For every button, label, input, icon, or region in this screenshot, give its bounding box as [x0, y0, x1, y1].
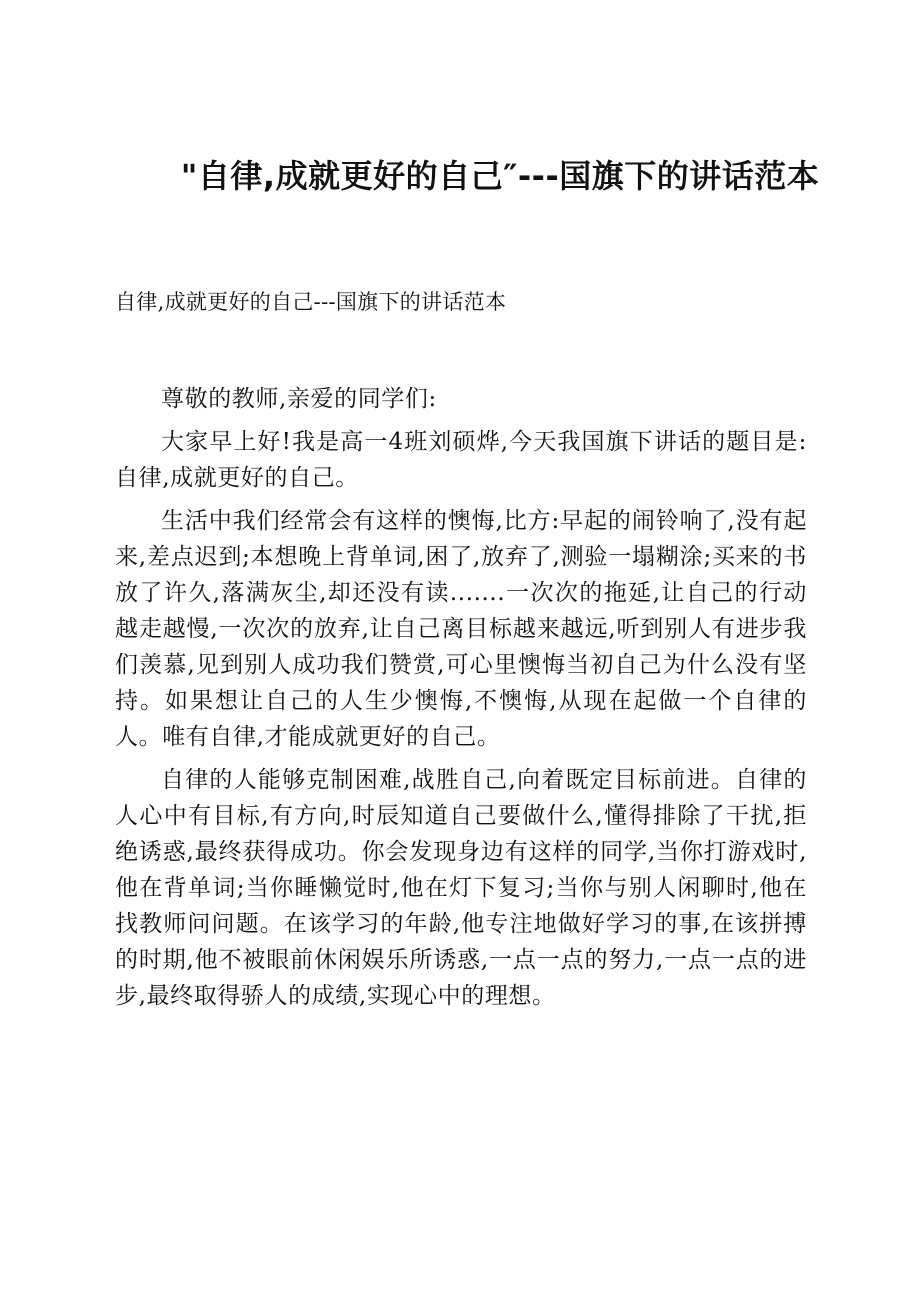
paragraph-regret: 生活中我们经常会有这样的懊悔,比方:早起的闹铃响了,没有起来,差点迟到;本想晚上背单词,困了,放弃了,测验一塌糊涂;买来的书放了许久,落满灰尘,却还没有读.......一次次的拖延,让自己的行动越走越慢,一次次的放弃,让自己离目标越来越远,听到别人有进步我们羡慕,见到别人成功我们赞赏,可心里懊悔当初自己为什么没有坚持。如果想让自己的人生少懊悔,不懊悔,从现在起做一个自律的人。唯有自律,才能成就更好的自己。 [115, 508, 807, 750]
document-title: "自律,成就更好的自己″---国旗下的讲话范本 [180, 157, 820, 195]
document-subtitle: 自律,成就更好的自己---国旗下的讲话范本 [115, 290, 507, 314]
paragraph-salutation: 尊敬的教师,亲爱的同学们: [161, 386, 437, 412]
paragraph-self-discipline: 自律的人能够克制困难,战胜自己,向着既定目标前进。自律的人心中有目标,有方向,时辰知道自己要做什么,懂得排除了干扰,拒绝诱惑,最终获得成功。你会发现身边有这样的同学,当你打游戏时,他在背单词;当你睡懒觉时,他在灯下复习;当你与别人闲聊时,他在找教师问问题。在该学习的年龄,他专注地做好学习的事,在该拼搏的时期,他不被眼前休闲娱乐所诱惑,一点一点的努力,一点一点的进步,最终取得骄人的成绩,实现心中的理想。 [115, 767, 807, 1009]
document-body [115, 381, 807, 1021]
paragraph-greeting: 大家早上好!我是高一4班刘硕烨,今天我国旗下讲话的题目是:自律,成就更好的自己。 [115, 429, 807, 491]
